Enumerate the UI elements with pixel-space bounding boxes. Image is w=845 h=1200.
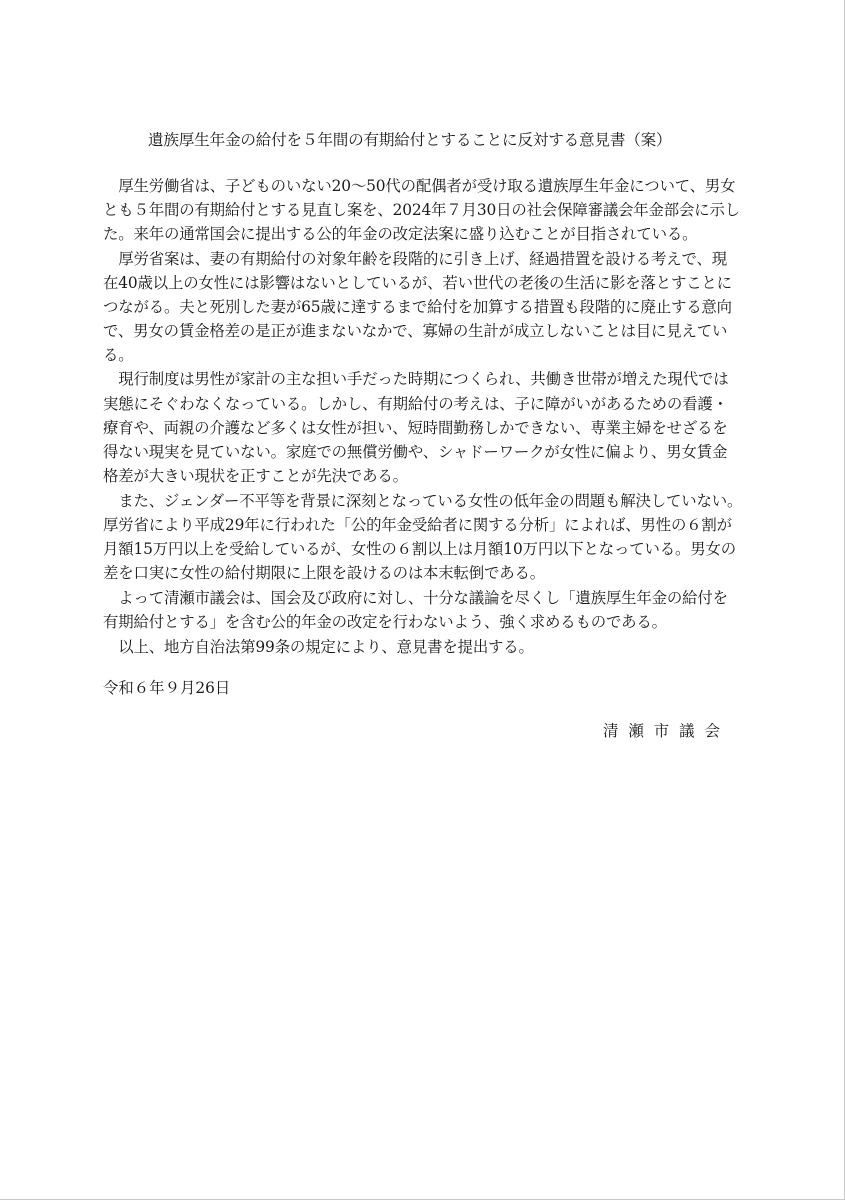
- body-text-line: 厚労省案は、妻の有期給付の対象年齢を段階的に引き上げ、経過措置を設ける考えで、現: [103, 250, 727, 268]
- body-text-line: 在40歳以上の女性には影響はないとしているが、若い世代の老後の生活に影を落とすことに: [103, 274, 732, 292]
- body-text-line: 格差が大きい現状を正すことが先決である。: [103, 467, 408, 485]
- body-text-line: た。来年の通常国会に提出する公的年金の改定法案に盛り込むことが目指されている。: [103, 225, 698, 243]
- body-text-line: 実態にそぐわなくなっている。しかし、有期給付の考えは、子に障がいがあるための看護・: [103, 395, 728, 413]
- body-text-line: よって清瀬市議会は、国会及び政府に対し、十分な議論を尽くし「遺族厚生年金の給付を: [103, 589, 728, 607]
- document-date: 令和６年９月26日: [103, 679, 231, 697]
- body-text-line: 療育や、両親の介護など多くは女性が担い、短時間勤務しかできない、専業主婦をせざるを: [103, 419, 728, 437]
- body-text-line: で、男女の賃金格差の是正が進まないなかで、寡婦の生計が成立しないことは目に見えてい: [103, 322, 728, 340]
- body-text-line: る。: [103, 346, 134, 364]
- body-text-line: 月額15万円以上を受給しているが、女性の６割以上は月額10万円以下となっている。男女の: [103, 540, 736, 558]
- body-text-line: 得ない現実を見ていない。家庭での無償労働や、シャドーワークが女性に偏より、男女賃金: [103, 443, 728, 461]
- document-title: 遺族厚生年金の給付を５年間の有期給付とすることに反対する意見書（案）: [148, 131, 672, 149]
- document-signature: 清瀬市議会: [603, 722, 730, 740]
- body-text-line: 厚生労働省は、子どものいない20〜50代の配偶者が受け取る遺族厚生年金について、男女: [103, 177, 736, 195]
- body-text-line: 差を口実に女性の給付期限に上限を設けるのは本末転倒である。: [103, 564, 545, 582]
- body-text-line: 厚労省により平成29年に行われた「公的年金受給者に関する分析」によれば、男性の６割が: [103, 516, 732, 534]
- body-text-line: また、ジェンダー不平等を背景に深刻となっている女性の低年金の問題も解決していない。: [103, 492, 743, 510]
- body-text-line: 以上、地方自治法第99条の規定により、意見書を提出する。: [103, 638, 534, 656]
- body-text-line: 現行制度は男性が家計の主な担い手だった時期につくられ、共働き世帯が増えた現代では: [103, 370, 729, 388]
- body-text-line: とも５年間の有期給付とする見直し案を、2024年７月30日の社会保障審議会年金部会に示し: [103, 201, 740, 219]
- body-text-line: 有期給付とする」を含む公的年金の改定を行わないよう、強く求めるものである。: [103, 613, 667, 631]
- body-text-line: つながる。夫と死別した妻が65歳に達するまで給付を加算する措置も段階的に廃止する意向: [103, 298, 732, 316]
